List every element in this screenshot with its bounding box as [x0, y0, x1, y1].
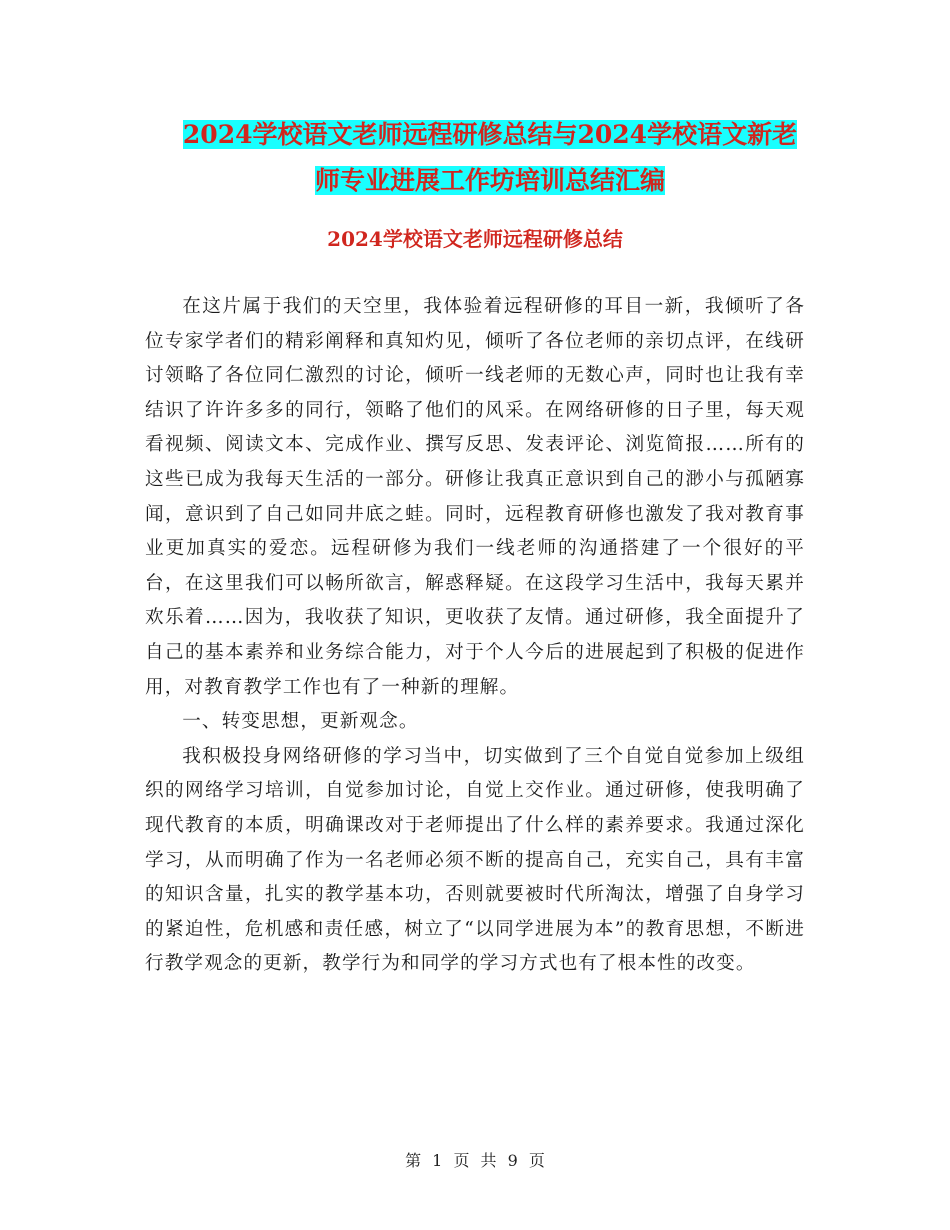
body-text [145, 290, 805, 982]
paragraph-heading-1: 一、转变思想，更新观念。 [182, 711, 419, 733]
paragraph-intro: 在这片属于我们的天空里，我体验着远程研修的耳目一新，我倾听了各位专家学者们的精彩阐释和真知灼见，倾听了各位老师的亲切点评，在线研讨领略了各位同仁激烈的讨论，倾听一线老师的无数心声，同时也让我有幸结识了许许多多的同行，领略了他们的风采。在网络研修的日子里，每天观看视频、阅读文本、完成作业、撰写反思、发表评论、浏览简报……所有的这些已成为我每天生活的一部分。研修让我真正意识到自己的渺小与孤陋寡闻，意识到了自己如同井底之蛙。同时，远程教育研修也激发了我对教育事业更加真实的爱恋。远程研修为我们一线老师的沟通搭建了一个很好的平台，在这里我们可以畅所欲言，解惑释疑。在这段学习生活中，我每天累并欢乐着……因为，我收获了知识，更收获了友情。通过研修，我全面提升了自己的基本素养和业务综合能力，对于个人今后的进展起到了积极的促进作用，对教育教学工作也有了一种新的理解。 [145, 296, 805, 698]
section-title: 2024学校语文老师远程研修总结 [327, 227, 623, 251]
page-number-footer: 第 1 页 共 9 页 [405, 1151, 545, 1170]
document-title-line-1: 2024学校语文老师远程研修总结与2024学校语文新老 [182, 120, 798, 149]
paragraph-section-1: 我积极投身网络研修的学习当中，切实做到了三个自觉自觉参加上级组织的网络学习培训，自觉参加讨论，自觉上交作业。通过研修，使我明确了现代教育的本质，明确课改对于老师提出了什么样的素养要求。我通过深化学习，从而明确了作为一名老师必须不断的提高自己，充实自己，具有丰富的知识含量，扎实的教学基本功，否则就要被时代所淘汰，增强了自身学习的紧迫性，危机感和责任感，树立了“以同学进展为本”的教育思想，不断进行教学观念的更新，教学行为和同学的学习方式也有了根本性的改变。 [145, 745, 805, 975]
document-title-line-2: 师专业进展工作坊培训总结汇编 [314, 166, 665, 195]
document-title [140, 112, 840, 204]
